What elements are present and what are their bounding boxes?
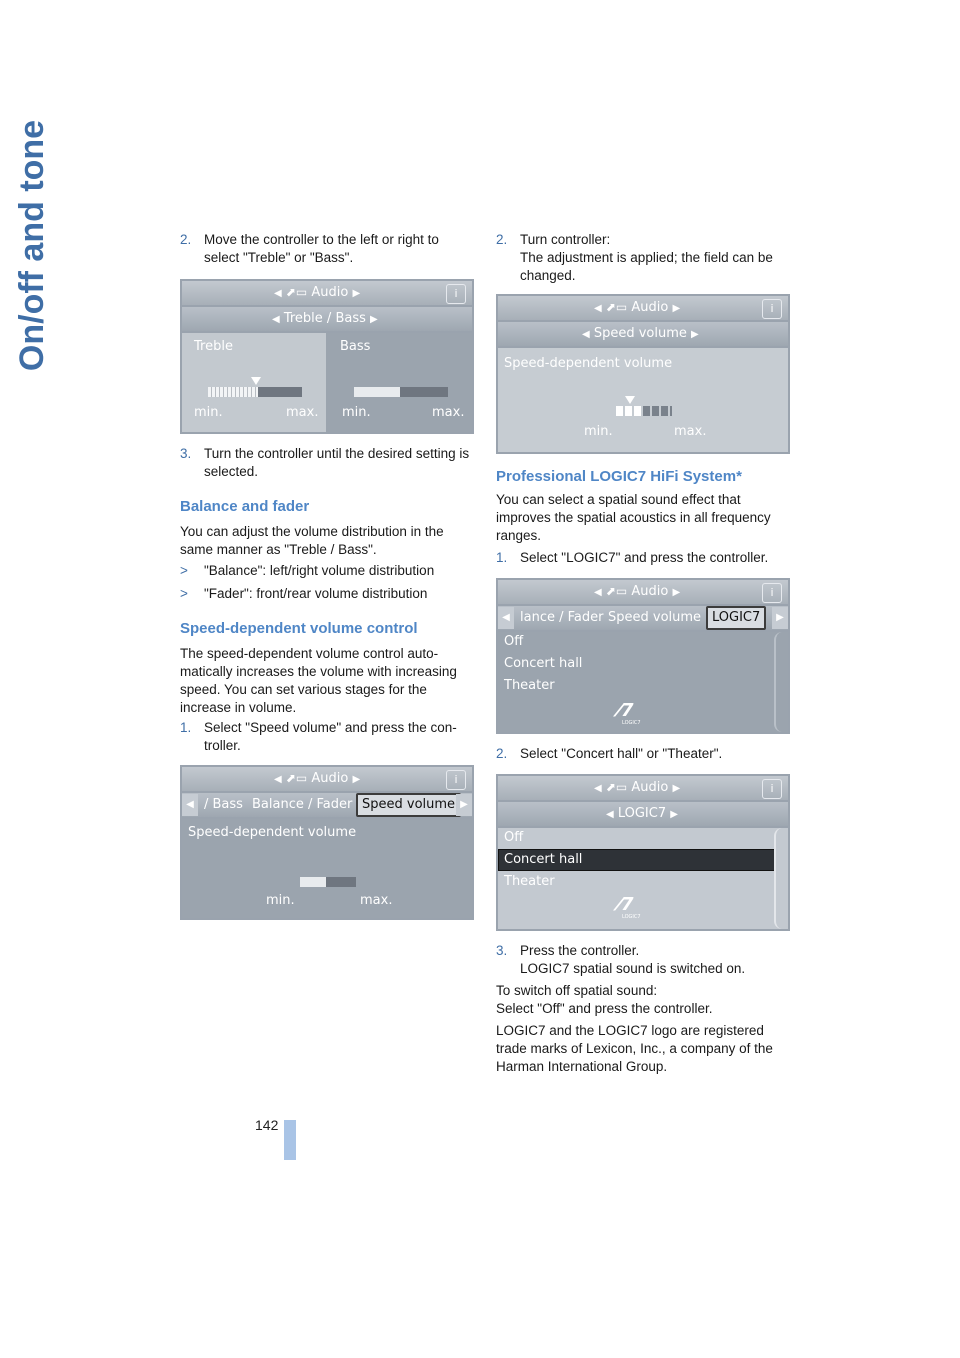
chevron-left-icon: ◀ [272, 314, 280, 325]
tab-balance-fader[interactable]: lance / Fader [520, 610, 604, 625]
option-concert-hall[interactable]: Concert hall [504, 656, 583, 671]
logic7-logo-icon: ⁄7 [618, 894, 634, 915]
audio-label: Audio [631, 584, 669, 599]
list-scroll-edge [774, 828, 786, 929]
speed-slider-fill [616, 406, 642, 416]
tab-speed-volume[interactable]: Speed volume [356, 793, 461, 817]
step-number: 3. [496, 943, 508, 958]
screen-top-bar [498, 296, 788, 320]
chevron-right-icon: ▶ [352, 288, 361, 299]
step-text: Select "LOGIC7" and press the controller. [520, 550, 769, 565]
treble-min-label: min. [194, 405, 223, 420]
logic7-label: LOGIC7 [617, 806, 667, 821]
treble-bass-screen [180, 279, 474, 434]
speed-marker-icon [625, 396, 635, 404]
speed-volume-title [582, 326, 699, 341]
screen-sub-bar [498, 802, 788, 826]
bass-max-label: max. [432, 405, 465, 420]
logic7-title [606, 806, 678, 821]
treble-slider-fill [208, 387, 258, 397]
treble-marker-icon [251, 377, 261, 385]
info-icon[interactable]: i [446, 770, 466, 790]
chevron-left-icon: ◀ [606, 809, 614, 820]
tab-balance-fader[interactable]: Balance / Fader [252, 797, 353, 812]
audio-title [594, 780, 680, 795]
screen-sub-bar [182, 307, 472, 331]
list-scroll-edge [774, 632, 786, 732]
audio-title [594, 300, 680, 315]
step-number: 2. [496, 232, 508, 247]
logic7-heading: Professional LOGIC7 HiFi System* [496, 468, 742, 485]
speed-volume-adjust-content[interactable] [498, 348, 788, 452]
option-concert-hall-selected[interactable]: Concert hall [504, 852, 583, 867]
step-2-select-treble-bass [180, 231, 472, 271]
chevron-left-icon: ◀ [582, 329, 590, 340]
page-marker-bar [284, 1120, 296, 1160]
speed-dependent-volume-label: Speed-dependent volume [504, 356, 673, 371]
screen-top-bar [182, 281, 472, 305]
chevron-left-icon: ◀ [594, 303, 602, 314]
info-icon[interactable]: i [446, 284, 466, 304]
speed-volume-content [182, 819, 472, 918]
info-icon[interactable]: i [762, 299, 782, 319]
treble-bass-content [182, 333, 472, 432]
option-theater[interactable]: Theater [504, 678, 555, 693]
info-icon[interactable]: i [762, 779, 782, 799]
bass-min-label: min. [342, 405, 371, 420]
audio-label: Audio [311, 771, 349, 786]
step-1-select-logic7 [496, 549, 792, 569]
audio-label: Audio [631, 300, 669, 315]
chevron-left-icon: ◀ [274, 774, 282, 785]
bullet-marker: > [180, 586, 188, 601]
trademark-paragraph: LOGIC7 and the LOGIC7 logo are registered trade marks of Lexicon, Inc., a company of the Harman International Group. [496, 1023, 773, 1074]
logic7-logo-icon: ⁄7 [618, 700, 634, 721]
step-1-select-speed-volume [180, 719, 472, 759]
treble-bass-label: Treble / Bass [283, 311, 366, 326]
tab-logic7[interactable]: LOGIC7 [706, 606, 766, 630]
speed-volume-adjust-screen [496, 294, 790, 454]
bass-slider-fill [354, 387, 400, 397]
bullet-text: "Fader": front/rear volume distribution [204, 586, 428, 601]
tab-bar [498, 606, 788, 630]
logic7-logo-text: LOGIC7 [622, 720, 641, 726]
option-off[interactable]: Off [504, 634, 524, 649]
speed-max-label: max. [674, 424, 707, 439]
step-text: Press the controller. LOGIC7 spatial sound is switched on. [520, 943, 746, 976]
option-off[interactable]: Off [504, 830, 524, 845]
step-3-turn-controller [180, 445, 472, 485]
audio-icon: ⬈▭ [605, 300, 628, 314]
chapter-side-title [8, 30, 58, 460]
treble-bass-title [272, 311, 378, 326]
chevron-right-icon: ▶ [672, 587, 681, 598]
screen-top-bar [182, 767, 472, 791]
chevron-right-icon: ▶ [370, 314, 378, 325]
step-2-turn-controller [496, 231, 792, 287]
speed-slider-fill [300, 877, 326, 887]
logic7-list-content [498, 828, 788, 929]
scroll-right-icon[interactable]: ▶ [772, 607, 788, 629]
speed-max-label: max. [360, 893, 393, 908]
logic7-logo-text: LOGIC7 [622, 914, 641, 920]
step-text: Select "Concert hall" or "Theater". [520, 746, 723, 761]
audio-title [274, 285, 360, 300]
chevron-right-icon: ▶ [691, 329, 699, 340]
scroll-right-icon[interactable]: ▶ [456, 794, 472, 816]
chevron-right-icon: ▶ [672, 303, 681, 314]
chevron-right-icon: ▶ [670, 809, 678, 820]
tab-speed-volume[interactable]: Speed volume [608, 610, 702, 625]
chevron-left-icon: ◀ [274, 288, 282, 299]
page-number: 142 [255, 1117, 279, 1133]
screen-sub-bar [498, 322, 788, 346]
logic7-audio-icon: ⬈▭ [605, 780, 628, 794]
chapter-title-text: On/off and tone [13, 119, 52, 371]
chevron-left-icon: ◀ [594, 587, 602, 598]
info-icon[interactable]: i [762, 583, 782, 603]
step-number: 2. [180, 232, 192, 247]
logic7-options-content [498, 632, 788, 732]
logic7-selection-screen [496, 774, 790, 931]
speed-min-label: min. [266, 893, 295, 908]
audio-label: Audio [631, 780, 669, 795]
balance-paragraph: You can adjust the volume distribution in the same manner as "Treble / Bass". [180, 524, 444, 557]
speed-paragraph: The speed-dependent volume control auto-matically increases the volume with increasing speed. You can set various stages for the increase in volume. [180, 646, 457, 715]
speed-volume-tabs-screen [180, 765, 474, 920]
audio-icon: ⬈▭ [285, 285, 308, 299]
step-number: 1. [180, 720, 192, 735]
bullet-marker: > [180, 563, 188, 578]
audio-icon: ⬈▭ [285, 771, 308, 785]
treble-max-label: max. [286, 405, 319, 420]
speed-volume-label: Speed volume [593, 326, 687, 341]
audio-title [594, 584, 680, 599]
scroll-left-icon[interactable]: ◀ [182, 794, 198, 816]
tab-bar [182, 793, 472, 817]
step-text: Turn the controller until the desired setting is selected. [204, 446, 470, 479]
speed-volume-heading: Speed-dependent volume control [180, 620, 418, 637]
step-2-select-concert-theater [496, 745, 792, 765]
logic7-tabs-screen [496, 578, 790, 734]
scroll-left-icon[interactable]: ◀ [498, 607, 514, 629]
screen-top-bar [498, 776, 788, 800]
step-3-press-controller [496, 942, 792, 982]
step-number: 1. [496, 550, 508, 565]
bullet-text: "Balance": left/right volume distribution [204, 563, 435, 578]
chevron-right-icon: ▶ [672, 783, 681, 794]
step-number: 3. [180, 446, 192, 461]
chevron-left-icon: ◀ [594, 783, 602, 794]
speed-dependent-volume-label: Speed-dependent volume [188, 825, 357, 840]
audio-label: Audio [311, 285, 349, 300]
balance-fader-heading: Balance and fader [180, 498, 310, 515]
tab-treble-bass[interactable]: / Bass [204, 797, 243, 812]
screen-top-bar [498, 580, 788, 604]
audio-title [274, 771, 360, 786]
step-number: 2. [496, 746, 508, 761]
switch-off-paragraph: To switch off spatial sound: Select "Off" and press the controller. [496, 983, 713, 1016]
bass-label: Bass [340, 339, 371, 354]
step-text: Select "Speed volume" and press the con-troller. [204, 720, 457, 753]
option-theater[interactable]: Theater [504, 874, 555, 889]
step-text: Move the controller to the left or right to select "Treble" or "Bass". [204, 232, 439, 265]
treble-label: Treble [194, 339, 233, 354]
step-text: Turn controller: The adjustment is applied; the field can be changed. [520, 232, 773, 283]
logic7-paragraph: You can select a spatial sound effect that improves the spatial acoustics in all frequency ranges. [496, 492, 771, 543]
logic7-audio-icon: ⬈▭ [605, 584, 628, 598]
speed-min-label: min. [584, 424, 613, 439]
chevron-right-icon: ▶ [352, 774, 361, 785]
